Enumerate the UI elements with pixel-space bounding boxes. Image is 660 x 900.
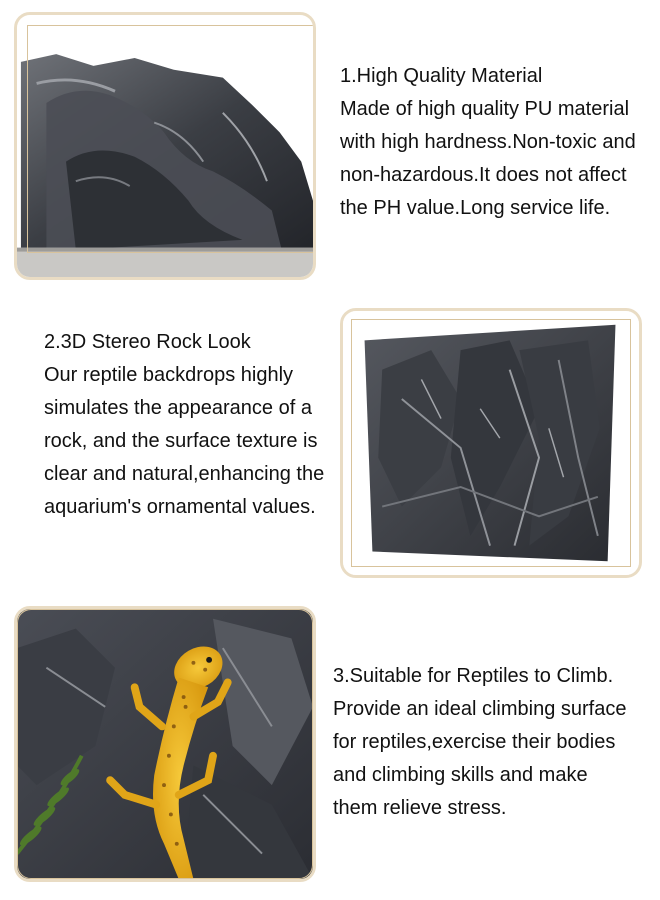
gecko-photo-frame [14,606,316,882]
feature-3-line: them relieve stress. [333,797,507,819]
feature-2-line: rock, and the surface texture is [44,430,318,452]
inner-gold-line [27,25,313,253]
feature-3-line: for reptiles,exercise their bodies [333,731,616,753]
feature-2-title: 2.3D Stereo Rock Look [44,331,251,353]
feature-3-text [333,660,627,825]
feature-2-line: simulates the appearance of a [44,397,312,419]
feature-1-title: 1.High Quality Material [340,65,543,87]
rock-photo-frame-1 [14,12,316,280]
feature-2-line: aquarium's ornamental values. [44,496,316,518]
feature-3-line: and climbing skills and make [333,764,588,786]
feature-1-line: the PH value.Long service life. [340,197,611,219]
feature-2-line: clear and natural,enhancing the [44,463,325,485]
feature-2-line: Our reptile backdrops highly [44,364,294,386]
feature-3-line: Provide an ideal climbing surface [333,698,627,720]
feature-1-line: with high hardness.Non-toxic and [340,131,636,153]
feature-3-title: 3.Suitable for Reptiles to Climb. [333,665,614,687]
feature-2-text [44,326,324,524]
inner-gold-line [351,319,631,567]
rock-photo-frame-2 [340,308,642,578]
feature-1-line: non-hazardous.It does not affect [340,164,627,186]
inner-gold-line [17,609,313,879]
feature-1-line: Made of high quality PU material [340,98,630,120]
feature-1-text [340,60,636,225]
